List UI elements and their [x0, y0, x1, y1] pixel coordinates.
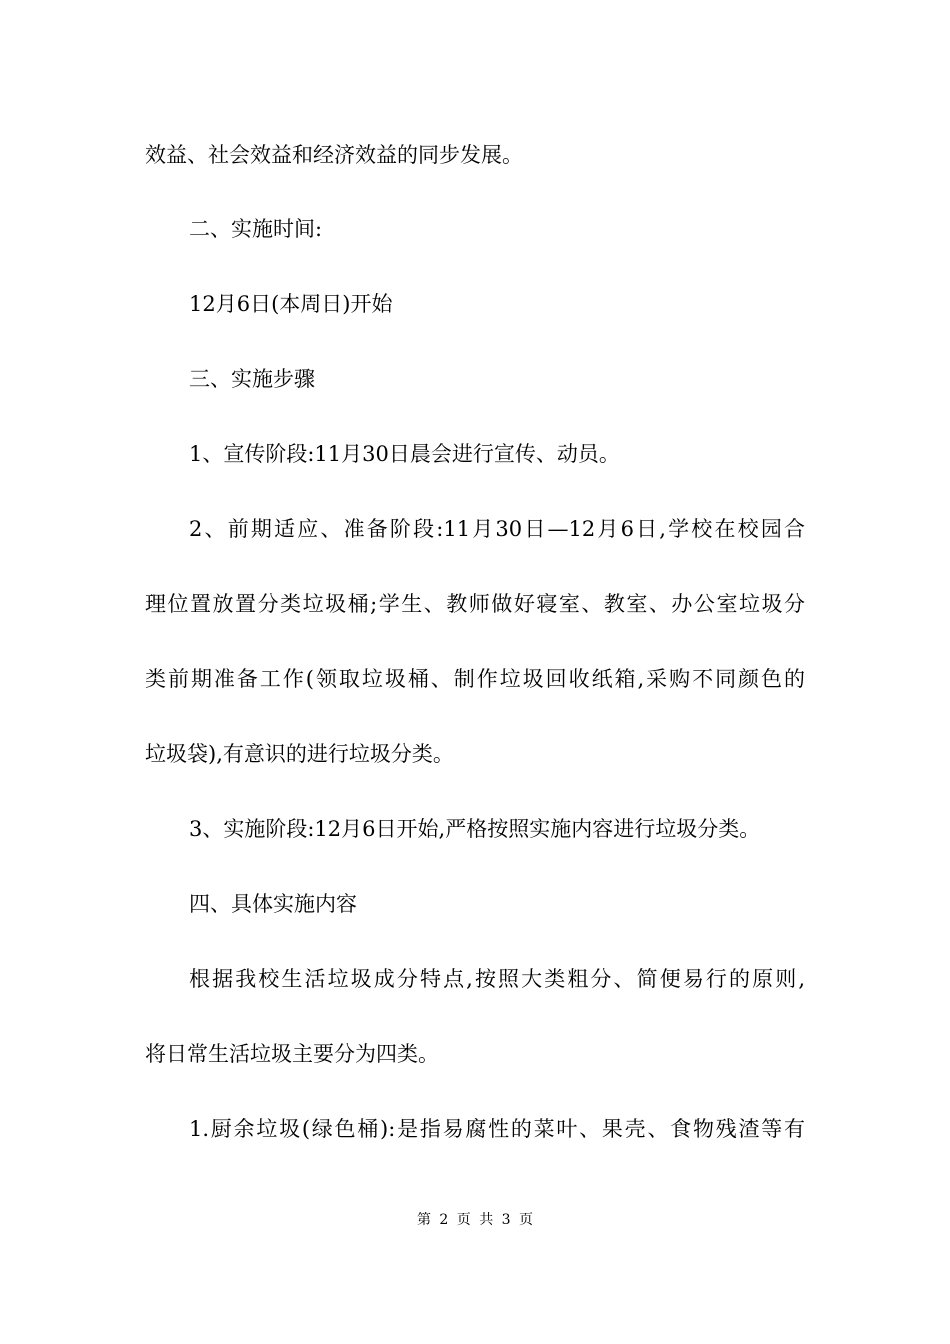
paragraph-line: 3、实施阶段:12月6日开始,严格按照实施内容进行垃圾分类。: [189, 817, 761, 841]
section-heading: 三、实施步骤: [189, 367, 315, 391]
section-heading: 二、实施时间:: [189, 217, 323, 241]
paragraph-line: 效益、社会效益和经济效益的同步发展。: [145, 143, 523, 167]
page-footer: 第 2 页 共 3 页: [416, 1212, 534, 1228]
paragraph-line: 根据我校生活垃圾成分特点,按照大类粗分、简便易行的原则,: [189, 967, 805, 991]
paragraph-line: 12月6日(本周日)开始: [189, 292, 393, 316]
paragraph-line: 垃圾袋),有意识的进行垃圾分类。: [145, 742, 454, 766]
section-heading: 四、具体实施内容: [189, 892, 357, 916]
paragraph-line: 1.厨余垃圾(绿色桶):是指易腐性的菜叶、果壳、食物残渣等有: [189, 1117, 805, 1141]
paragraph-line: 2、前期适应、准备阶段:11月30日—12月6日,学校在校园合: [189, 517, 805, 541]
paragraph-line: 理位置放置分类垃圾桶;学生、教师做好寝室、教室、办公室垃圾分: [145, 592, 805, 616]
paragraph-line: 1、宣传阶段:11月30日晨会进行宣传、动员。: [189, 442, 620, 466]
paragraph-line: 将日常生活垃圾主要分为四类。: [145, 1042, 439, 1066]
paragraph-line: 类前期准备工作(领取垃圾桶、制作垃圾回收纸箱,采购不同颜色的: [145, 667, 805, 691]
